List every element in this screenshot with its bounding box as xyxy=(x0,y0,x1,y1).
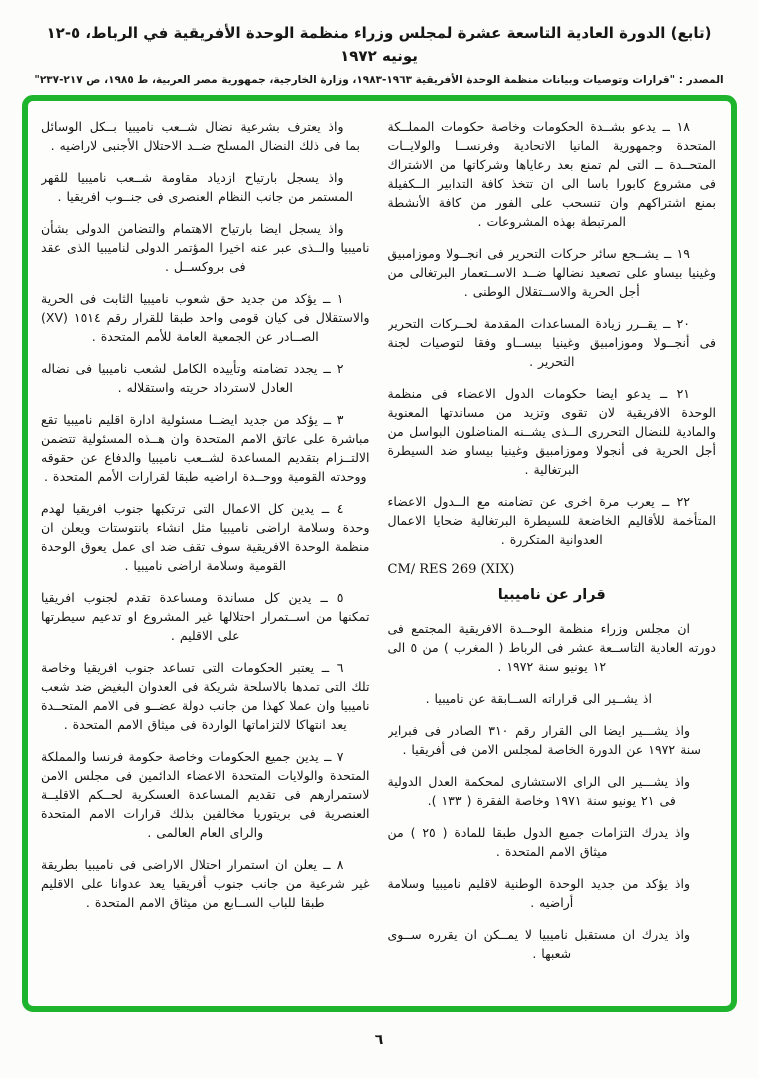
operative-paragraph-2: ٢ ــ يجدد تضامنه وتأييده الكامل لشعب ناميبيا فى نضاله العادل لاسترداد حريته واستقلاله . xyxy=(41,361,344,395)
operative-paragraph-8: ٨ ــ يعلن ان استمرار احتلال الاراضى فى ناميبيا بطريقة غير شرعية من جانب جنوب أفريقيا يعد عدوانا على الاقليم طبقا للباب الســابع من ميثاق الامم المتحدة . xyxy=(41,857,370,910)
resolution-paragraph-22: ٢٢ ــ يعرب مرة اخرى عن تضامنه مع الــدول الاعضاء المتأخمة للأقاليم الخاضعة للسيطرة البرتغالية ضحايا الاعمال العدوانية المتكررة . xyxy=(387,494,716,547)
source-citation: المصدر : "قرارات وتوصيات وبيانات منظمة الوحدة الأفريقية ١٩٦٣-١٩٨٣، وزارة الخارجية، جمهورية مصر العربية، ط ١٩٨٥، ص ٢١٧-٢٣٧" xyxy=(34,74,724,86)
preamble-paragraph: واذ يدرك التزامات جميع الدول طبقا للمادة ( ٢٥ ) من ميثاق الامم المتحدة . xyxy=(387,825,690,859)
operative-paragraph-1: ١ ــ يؤكد من جديد حق شعوب ناميبيا الثابت فى الحرية والاستقلال فى كيان قومى واحد طبقا للقرار رقم ١٥١٤ (XV) الصــادر عن الجمعية العامة للأمم المتحدة . xyxy=(41,291,370,344)
resolution-heading: قرار عن ناميبيا xyxy=(497,587,606,603)
preamble-paragraph: واذ يشـــير ايضا الى القرار رقم ٣١٠ الصادر فى فبراير سنة ١٩٧٢ عن الدورة الخاصة لمجلس الامن فى أفريقيا . xyxy=(387,723,702,757)
page-header xyxy=(0,0,758,86)
two-column-layout xyxy=(41,117,716,996)
resolution-code: CM/ RES 269 (XIX) xyxy=(387,562,515,577)
resolution-paragraph-18: ١٨ ــ يدعو بشــدة الحكومات وخاصة حكومات المملــكة المتحدة وجمهورية المانيا الاتحادية وفرنســا والولايــات المتحــدة ــ التى لم تمنع بعد رعاياها وشركاتها من الاشتراك فى مشروع كابورا باسا الى ان تتخذ كافة التدابير الــكفيلة بمنع اشتراكهم وان تنسحب على الفور من كافة الأنشطة المرتبطة بهذه المشروعات . xyxy=(387,119,716,229)
preamble-paragraph: واذ يدرك ان مستقبل ناميبيا لا يمــكن ان يقرره ســوى شعبها . xyxy=(387,927,690,961)
resolution-paragraph-21: ٢١ ــ يدعو ايضا حكومات الدول الاعضاء فى منظمة الوحدة الافريقية لان تقوى وتزيد من مساندتها المعنوية والمادية للنضال التحررى الــذى يشــنه المناضلون البواسل من أجل الحرية فى أنجولا وموزامبيق وغينيا بيساو ضد السيطرة البرتغالية . xyxy=(387,386,716,477)
operative-paragraph-7: ٧ ــ يدين جميع الحكومات وخاصة حكومة فرنسا والمملكة المتحدة والولايات المتحدة الاعضاء الدائمين فى مجلس الامن لاستمرارهم فى تقديم المساعدة العسكرية لحــكم الاقليــة العنصرية فى بريتوريا مخالفين بذلك قرارات الامم المتحدة والراى العام العالمى . xyxy=(41,749,370,840)
resolution-paragraph-19: ١٩ ــ يشــجع سائر حركات التحرير فى انجــولا وموزامبيق وغينيا بيساو على تصعيد نضالها ضــد الاســتعمار البرتغالى من أجل الحرية والاســتقلال الوطنى . xyxy=(387,246,716,299)
resolution-paragraph-20: ٢٠ ــ يقــرر زيادة المساعدات المقدمة لحــركات التحرير فى أنجــولا وموزامبيق وغينيا بيســاو وفقا لتوصيات لجنة التحرير . xyxy=(387,316,716,369)
content-frame xyxy=(22,95,737,1012)
preamble-paragraph: واذ يشـــير الى الراى الاستشارى لمحكمة العدل الدولية فى ٢١ يونيو سنة ١٩٧١ وخاصة الفقرة ( ١٣٣ ). xyxy=(387,774,690,808)
preamble-paragraph: واذ يعترف بشرعية نضال شــعب ناميبيا بــكل الوسائل بما فى ذلك النضال المسلح ضــد الاحتلال الأجنبى لاراضيه . xyxy=(41,119,360,153)
column-right xyxy=(388,117,717,996)
preamble-paragraph: واذ يسجل ايضا بارتياح الاهتمام والتضامن الدولى بشأن ناميبيا والــذى عبر عنه اخيرا المؤتمر الدولى لناميبيا الذى عقد فى بروكســل . xyxy=(41,221,370,274)
operative-paragraph-4: ٤ ــ يدين كل الاعمال التى ترتكبها جنوب افريقيا لهدم وحدة وسلامة اراضى ناميبيا مثل انشاء بانتوستات ويعلن ان منظمة الوحدة الافريقية سوف تقف ضد اى عمل يعوق الوحدة القومية وسلامة اراضى ناميبيا . xyxy=(41,501,370,573)
operative-paragraph-5: ٥ ــ يدين كل مساندة ومساعدة تقدم لجنوب افريقيا تمكنها من اســتمرار احتلالها غير المشروع او تدعيم سيطرتها على الاقليم . xyxy=(41,590,370,643)
operative-paragraph-6: ٦ ــ يعتبر الحكومات التى تساعد جنوب افريقيا وخاصة تلك التى تمدها بالاسلحة شريكة فى العدوان البغيض ضد شعب ناميبيا وان عملا كهذا من جانب دولة عضــو فى الامم المتحــدة يعد انتهاكا لالتزاماتها الواردة فى ميثاق الامم المتحدة . xyxy=(41,660,370,732)
preamble-paragraph: اذ يشــير الى قراراته الســابقة عن ناميبيا . xyxy=(425,691,652,706)
column-left xyxy=(41,117,370,996)
page-number: ٦ xyxy=(374,1032,384,1048)
session-title: (تابع) الدورة العادية التاسعة عشرة لمجلس وزراء منظمة الوحدة الأفريقية في الرباط، ٥-١٢ يونيه ١٩٧٢ xyxy=(46,24,712,65)
operative-paragraph-3: ٣ ــ يؤكد من جديد ايضــا مسئولية ادارة اقليم ناميبيا تقع مباشرة على عاتق الامم المتحدة وان هــذه المسئولية تتضمن الالتــزام بتقديم المساعدة لشــعب ناميبيا والدفاع عن حقوقه ووحدته القومية ووحــدة اراضيه طبقا لقرارات الأمم المتحدة . xyxy=(41,412,370,484)
preamble-paragraph: ان مجلس وزراء منظمة الوحــدة الافريقية المجتمع فى دورته العادية التاســعة عشر فى الرباط ( المغرب ) من ٥ الى ١٢ يونيو سنة ١٩٧٢ . xyxy=(387,621,716,674)
preamble-paragraph: واذ يؤكد من جديد الوحدة الوطنية لاقليم ناميبيا وسلامة أراضيه . xyxy=(387,876,690,910)
preamble-paragraph: واذ يسجل بارتياح ازدياد مقاومة شــعب ناميبيا للقهر المستمر من جانب النظام العنصرى فى جنــوب افريقيا . xyxy=(41,170,353,204)
